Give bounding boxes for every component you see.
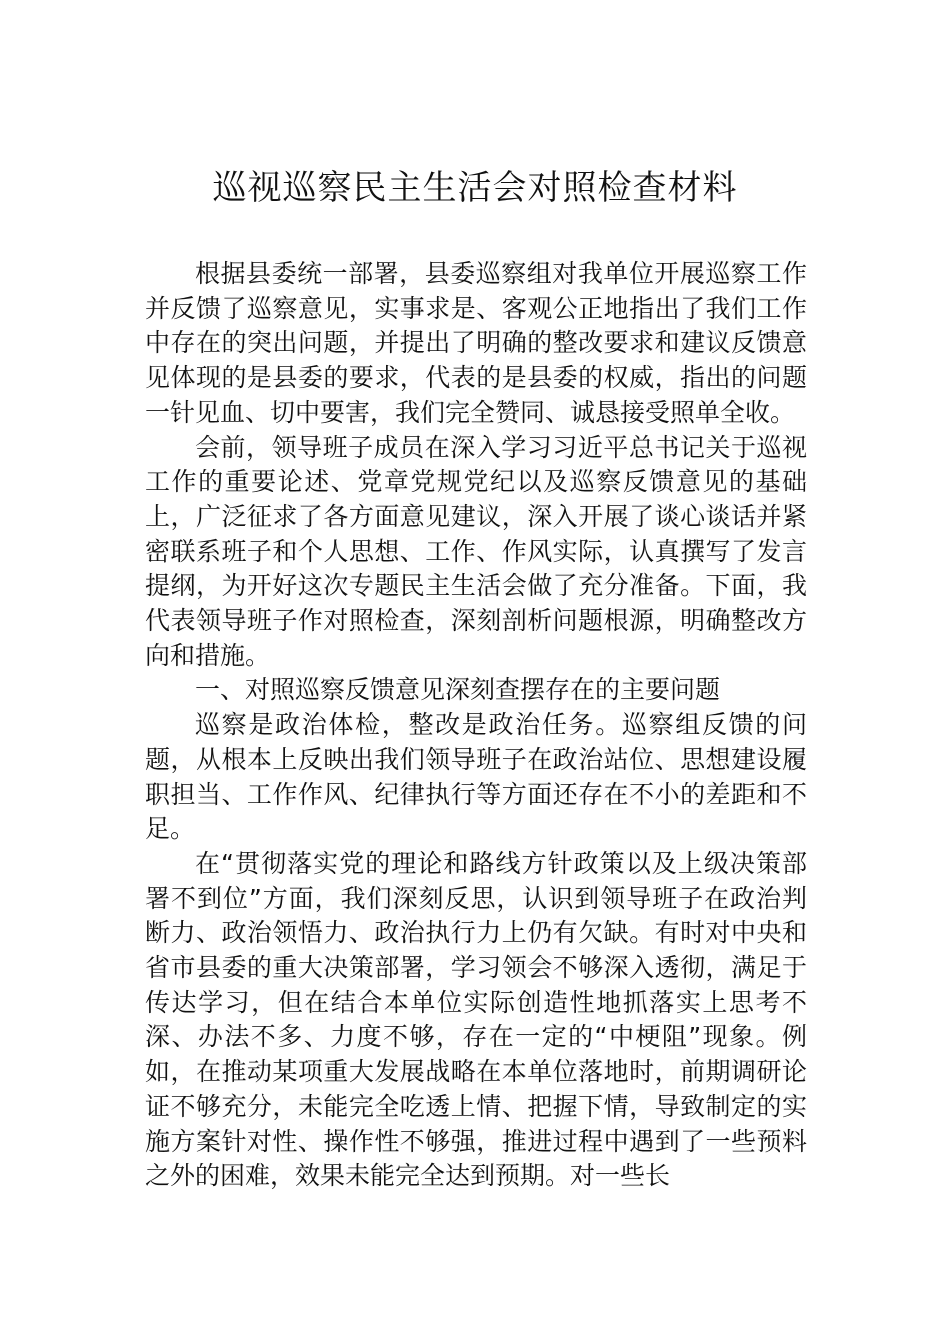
paragraph-intro: 根据县委统一部署，县委巡察组对我单位开展巡察工作并反馈了巡察意见，实事求是、客观公正地指出了我们工作中存在的突出问题，并提出了明确的整改要求和建议反馈意见体现的是县委的要求，代表的是县委的权威，指出的问题一针见血、切中要害，我们完全赞同、诚恳接受照单全收。 — [145, 259, 807, 427]
paragraph-policy-implementation: 在“贯彻落实党的理论和路线方针政策以及上级决策部署不到位”方面，我们深刻反思，认识到领导班子在政治判断力、政治领悟力、政治执行力上仍有欠缺。有时对中央和省市县委的重大决策部署，学习领会不够深入透彻，满足于传达学习，但在结合本单位实际创造性地抓落实上思考不深、办法不多、力度不够，存在一定的“中梗阻”现象。例如，在推动某项重大发展战略在本单位落地时，前期调研论证不够充分，未能完全吃透上情、把握下情，导致制定的实施方案针对性、操作性不够强，推进过程中遇到了一些预料之外的困难，效果未能完全达到预期。对一些长 — [145, 848, 807, 1191]
document-body — [145, 257, 807, 1194]
paragraph-inspection-summary: 巡察是政治体检，整改是政治任务。巡察组反馈的问题，从根本上反映出我们领导班子在政治站位、思想建设履职担当、工作作风、纪律执行等方面还存在不小的差距和不足。 — [145, 710, 807, 844]
paragraph-preparation: 会前，领导班子成员在深入学习习近平总书记关于巡视工作的重要论述、党章党规党纪以及巡察反馈意见的基础上，广泛征求了各方面意见建议，深入开展了谈心谈话并紧密联系班子和个人思想、工作、作风实际，认真撰写了发言提纲，为开好这次专题民主生活会做了充分准备。下面，我代表领导班子作对照检查，深刻剖析问题根源，明确整改方向和措施。 — [145, 432, 807, 670]
section-heading-1: 一、对照巡察反馈意见深刻查摆存在的主要问题 — [195, 675, 721, 705]
document-title: 巡视巡察民主生活会对照检查材料 — [212, 168, 738, 208]
